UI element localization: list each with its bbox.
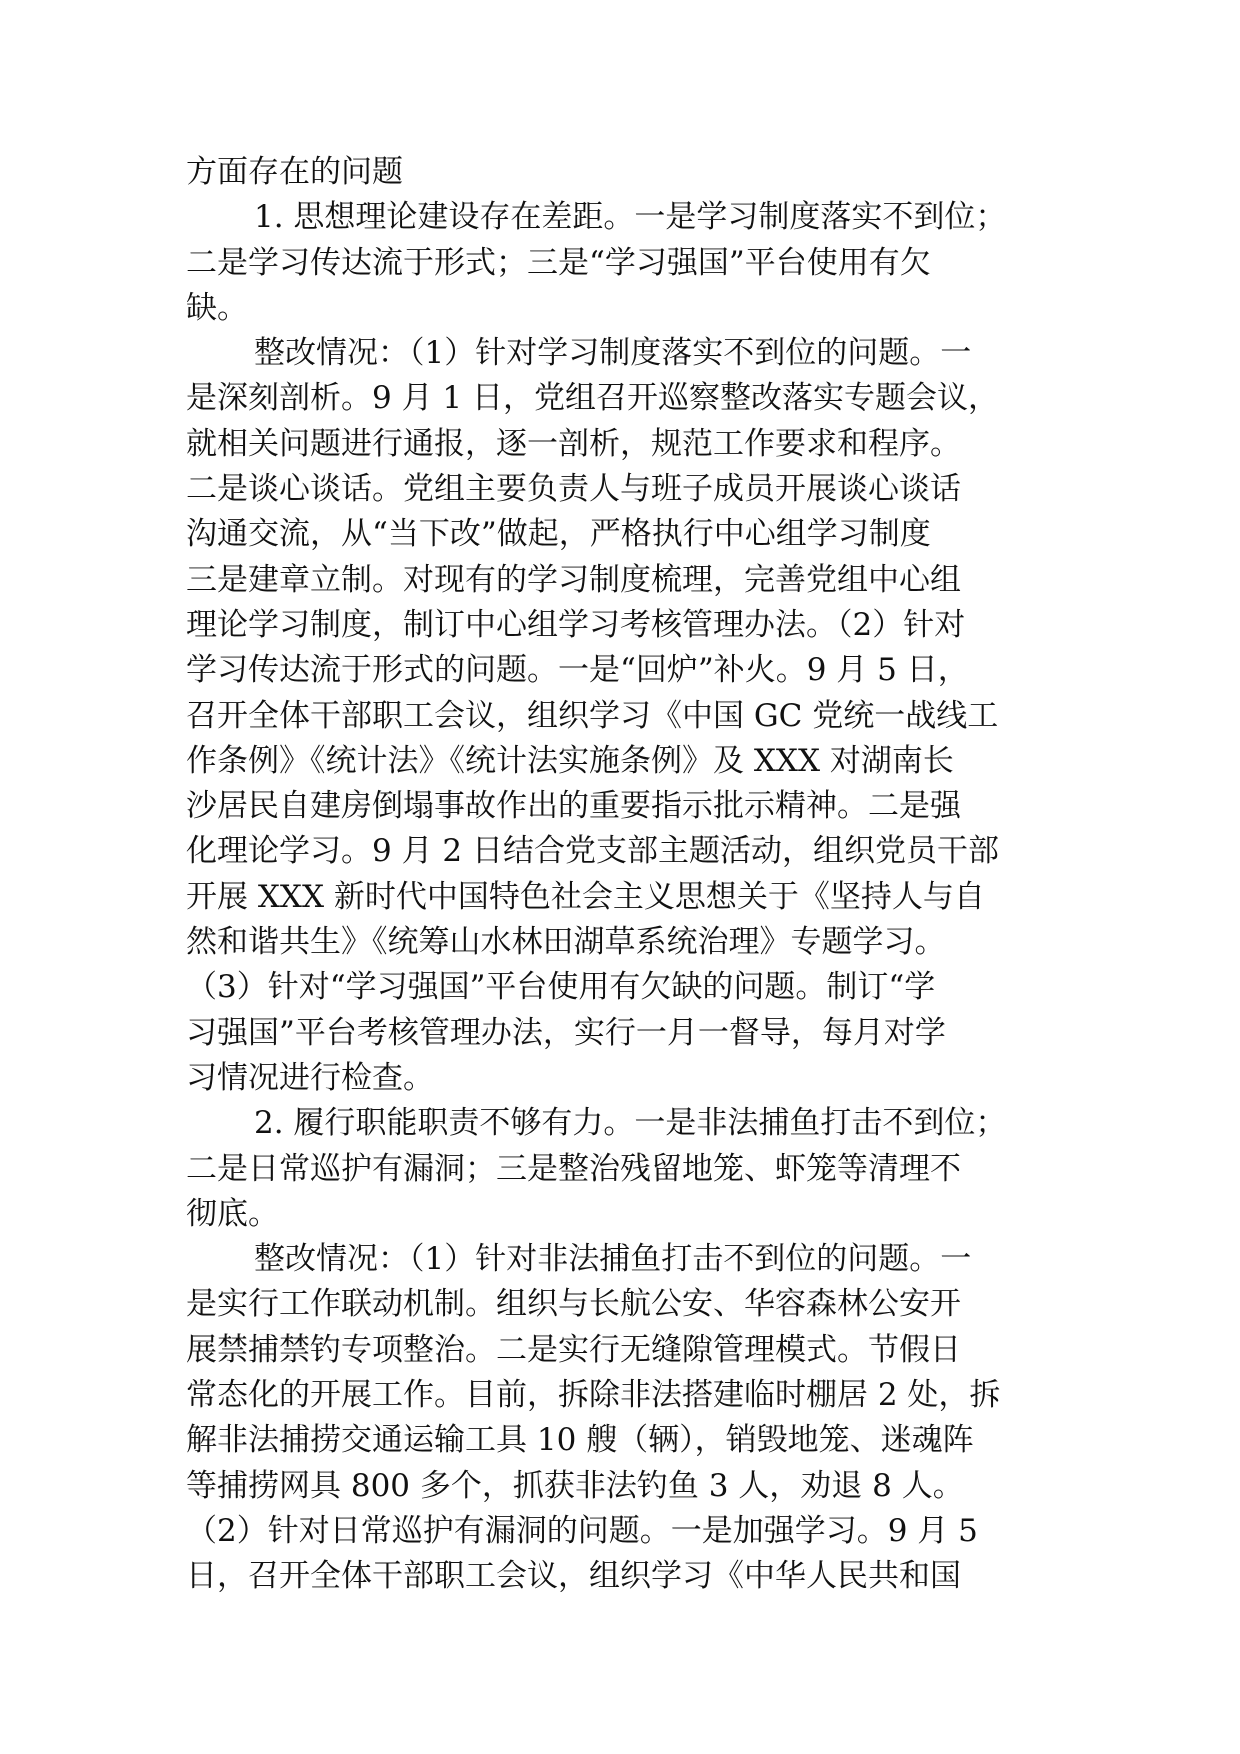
- text-line: （2）针对日常巡护有漏洞的问题。一是加强学习。9 月 5: [186, 1512, 978, 1549]
- text-line: 彻底。: [186, 1195, 279, 1232]
- text-line: 方面存在的问题: [186, 154, 403, 190]
- text-line: 召开全体干部职工会议，组织学习《中国 GC 党统一战线工: [186, 697, 999, 734]
- text-line: 学习传达流于形式的问题。一是“回炉”补火。9 月 5 日，: [186, 652, 969, 689]
- text-line: 习情况进行检查。: [186, 1059, 434, 1096]
- text-line: 就相关问题进行通报，逐一剖析，规范工作要求和程序。: [186, 425, 961, 462]
- text-line: 展禁捕禁钓专项整治。二是实行无缝隙管理模式。节假日: [186, 1331, 961, 1368]
- text-line: 是实行工作联动机制。组织与长航公安、华容森林公安开: [186, 1286, 961, 1323]
- text-line: 缺。: [186, 289, 248, 326]
- text-line: （3）针对“学习强国”平台使用有欠缺的问题。制订“学: [186, 969, 936, 1006]
- text-line: 常态化的开展工作。目前，拆除非法搭建临时棚居 2 处，拆: [186, 1377, 1001, 1414]
- text-line: 理论学习制度，制订中心组学习考核管理办法。（2）针对: [186, 606, 966, 643]
- text-line: 整改情况：（1）针对学习制度落实不到位的问题。一: [254, 335, 972, 372]
- text-line: 然和谐共生》《统筹山水林田湖草系统治理》专题学习。: [186, 924, 946, 961]
- text-line: 二是日常巡护有漏洞；三是整治残留地笼、虾笼等清理不: [186, 1150, 961, 1187]
- body-text: [186, 150, 1086, 1600]
- text-line: 开展 XXX 新时代中国特色社会主义思想关于《坚持人与自: [186, 878, 985, 915]
- text-line: 三是建章立制。对现有的学习制度梳理，完善党组中心组: [186, 561, 961, 598]
- text-line: 等捕捞网具 800 多个，抓获非法钓鱼 3 人，劝退 8 人。: [186, 1467, 964, 1504]
- text-line: 作条例》《统计法》《统计法实施条例》及 XXX 对湖南长: [186, 742, 954, 779]
- text-line: 化理论学习。9 月 2 日结合党支部主题活动，组织党员干部: [186, 833, 1000, 870]
- text-line: 二是学习传达流于形式；三是“学习强国”平台使用有欠: [186, 244, 931, 281]
- text-line: 日，召开全体干部职工会议，组织学习《中华人民共和国: [186, 1558, 961, 1595]
- text-line: 2. 履行职能职责不够有力。一是非法捕鱼打击不到位；: [254, 1105, 1007, 1142]
- text-line: 二是谈心谈话。党组主要负责人与班子成员开展谈心谈话: [186, 471, 961, 508]
- text-line: 习强国”平台考核管理办法，实行一月一督导，每月对学: [186, 1014, 946, 1051]
- text-line: 1. 思想理论建设存在差距。一是学习制度落实不到位；: [254, 199, 1007, 236]
- text-line: 沙居民自建房倒塌事故作出的重要指示批示精神。二是强: [186, 788, 961, 825]
- text-line: 整改情况：（1）针对非法捕鱼打击不到位的问题。一: [254, 1241, 972, 1278]
- text-line: 是深刻剖析。9 月 1 日，党组召开巡察整改落实专题会议，: [186, 380, 1000, 417]
- text-line: 沟通交流，从“当下改”做起，严格执行中心组学习制度: [186, 516, 931, 553]
- text-line: 解非法捕捞交通运输工具 10 艘（辆），销毁地笼、迷魂阵: [186, 1422, 974, 1459]
